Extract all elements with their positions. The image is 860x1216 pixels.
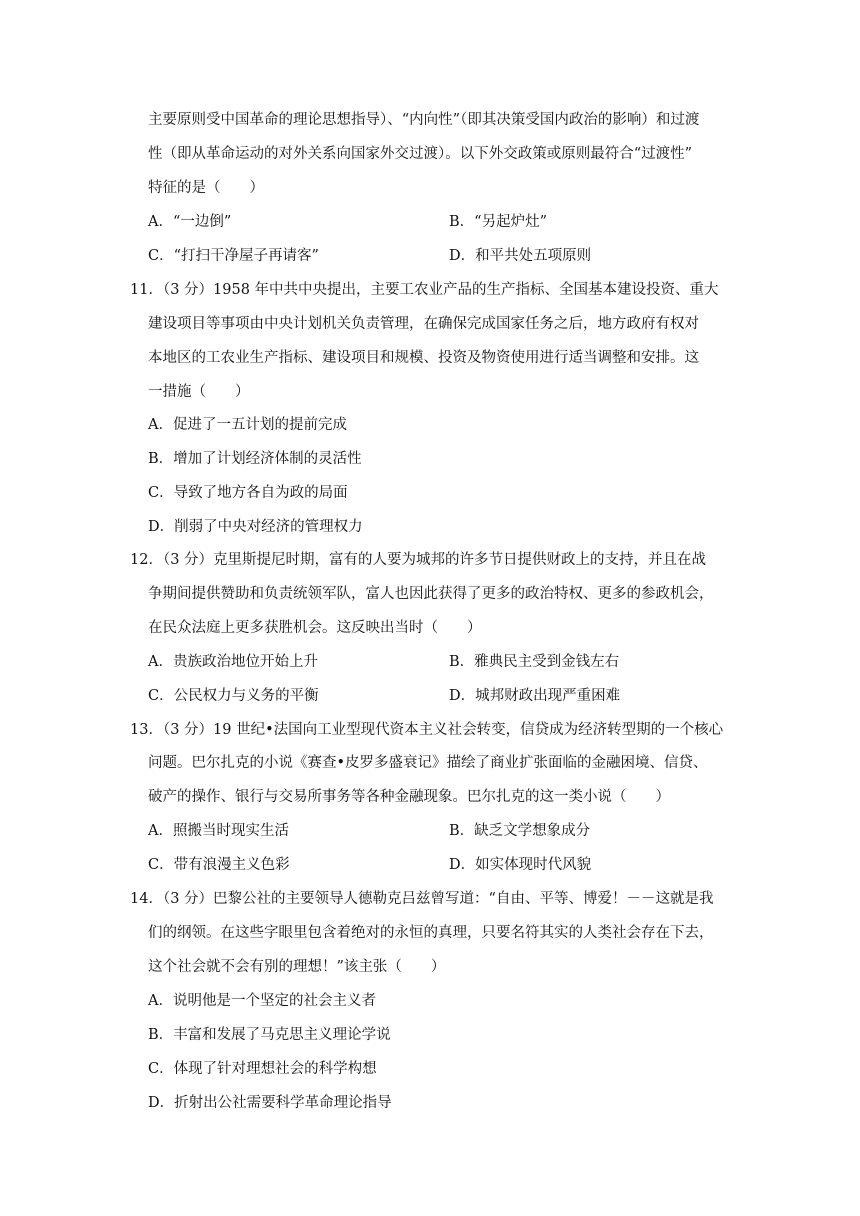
question-text-line: 14．（3 分）巴黎公社的主要领导人德勒克吕兹曾写道：“自由、平等、博爱！－－这就是我 (130, 891, 714, 907)
option-c: C．体现了针对理想社会的科学构想 (148, 1061, 377, 1077)
question-text-line: 一措施（ ） (148, 384, 250, 400)
option-d: D．城邦财政出现严重困难 (449, 688, 621, 704)
question-text-line: 12．（3 分）克里斯提尼时期，富有的人要为城邦的许多节日提供财政上的支持，并且在战 (130, 552, 707, 568)
question-text-line: 特征的是（ ） (148, 180, 264, 196)
question-text-line: 争期间提供赞助和负责统领军队，富人也因此获得了更多的政治特权、更多的参政机会， (148, 586, 714, 602)
question-text-line: 主要原则受中国革命的理论思想指导）、“内向性”（即其决策受国内政治的影响）和过渡 (148, 112, 700, 128)
option-d: D．和平共处五项原则 (449, 248, 592, 264)
question-text-line: 本地区的工农业生产指标、建设项目和规模、投资及物资使用进行适当调整和安排。这 (148, 350, 699, 366)
option-c: C．导致了地方各自为政的局面 (148, 485, 348, 501)
option-d: D．削弱了中央对经济的管理权力 (148, 519, 363, 535)
option-a: A．贵族政治地位开始上升 (148, 654, 318, 670)
option-a: A．“一边倒” (148, 214, 232, 230)
option-a: A．说明他是一个坚定的社会主义者 (148, 993, 376, 1009)
question-text-line: 13．（3 分）19 世纪•法国向工业型现代资本主义社会转变，信贷成为经济转型期的一个核心 (130, 722, 724, 738)
option-b: B．缺乏文学想象成分 (449, 823, 591, 839)
question-text-line: 11．（3 分）1958 年中共中央提出，主要工农业产品的生产指标、全国基本建设投资、重大 (130, 282, 719, 298)
option-d: D．折射出公社需要科学革命理论指导 (148, 1095, 392, 1111)
question-text-line: 这个社会就不会有别的理想！”该主张（ ） (148, 959, 446, 975)
question-text-line: 问题。巴尔扎克的小说《赛查•皮罗多盛衰记》描绘了商业扩张面临的金融困境、信贷、 (148, 755, 708, 771)
option-d: D．如实体现时代风貌 (449, 857, 592, 873)
option-b: B．增加了计划经济体制的灵活性 (148, 451, 362, 467)
question-text-line: 们的纲领。在这些字眼里包含着绝对的永恒的真理，只要名符其实的人类社会存在下去， (148, 925, 714, 941)
question-text-line: 在民众法庭上更多获胜机会。这反映出当时（ ） (148, 620, 482, 636)
option-b: B．雅典民主受到金钱左右 (449, 654, 620, 670)
option-c: C．“打扫干净屋子再请客” (148, 248, 319, 264)
question-text-line: 性（即从革命运动的对外关系向国家外交过渡）。以下外交政策或原则最符合“过渡性” (148, 146, 693, 162)
question-text-line: 建设项目等事项由中央计划机关负责管理，在确保完成国家任务之后，地方政府有权对 (148, 316, 699, 332)
option-b: B．“另起炉灶” (449, 214, 547, 230)
option-b: B．丰富和发展了马克思主义理论学说 (148, 1027, 391, 1043)
option-c: C．带有浪漫主义色彩 (148, 857, 290, 873)
option-a: A．促进了一五计划的提前完成 (148, 417, 347, 433)
option-c: C．公民权力与义务的平衡 (148, 688, 319, 704)
question-text-line: 破产的操作、银行与交易所事务等各种金融现象。巴尔扎克的这一类小说（ ） (148, 789, 670, 805)
option-a: A．照搬当时现实生活 (148, 823, 289, 839)
